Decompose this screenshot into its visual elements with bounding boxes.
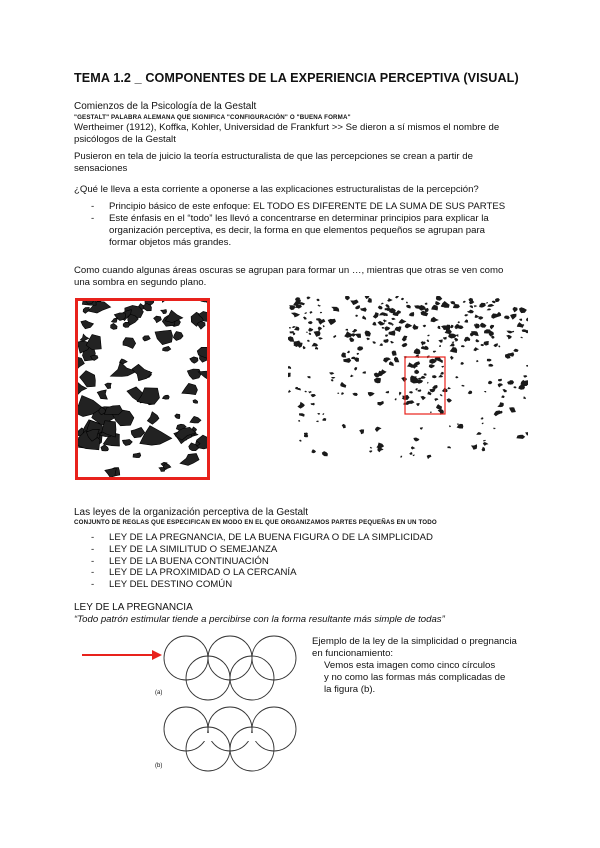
law-text: LEY DE LA BUENA CONTINUACIÓN — [109, 556, 269, 567]
bullet-dash: - — [91, 201, 95, 212]
bullet-item — [91, 237, 531, 249]
caps-subtitle-gestalt: "GESTALT" PALABRA ALEMANA QUE SIGNIFICA "CONFIGURACIÓN" O "BUENA FORMA" — [74, 114, 351, 121]
law-item — [91, 579, 511, 591]
law-dash: - — [91, 544, 95, 555]
bullet-dash: - — [91, 213, 95, 224]
caps-subtitle-leyes: CONJUNTO DE REGLAS QUE ESPECIFICAN EN MODO EN EL QUE ORGANIZAMOS PARTES PEQUEÑAS EN UN TODO — [74, 519, 437, 526]
paragraph-line: sensaciones — [74, 163, 128, 174]
law-dash: - — [91, 579, 95, 590]
bullet-item — [91, 225, 531, 237]
blob-shape — [304, 435, 308, 438]
law-text: LEY DE LA PROXIMIDAD O LA CERCANÍA — [109, 567, 297, 578]
bullet-text: Principio básico de este enfoque: EL TODO ES DIFERENTE DE LA SUMA DE SUS PARTES — [109, 201, 506, 212]
law-text: LEY DE LA SIMILITUD O SEMEJANZA — [109, 544, 278, 555]
example-line: una sombra en segundo plano. — [74, 277, 207, 288]
paragraph-line: Pusieron en tela de juicio la teoría estructuralista de que las percepciones se crean a partir de — [74, 151, 473, 162]
paragraph-line: psicólogos de la Gestalt — [74, 134, 176, 145]
section-heading-gestalt: Comienzos de la Psicología de la Gestalt — [74, 101, 257, 112]
page-title: TEMA 1.2 _ COMPONENTES DE LA EXPERIENCIA PERCEPTIVA (VISUAL) — [74, 71, 519, 85]
olympic-rings-figure-b — [150, 703, 310, 775]
law-item — [91, 544, 511, 556]
bullet-text: organización perceptiva, es decir, la forma en que elementos pequeños se agrupan para — [109, 225, 485, 236]
law-dash: - — [91, 532, 95, 543]
law-item — [91, 567, 511, 579]
section-heading-leyes: Las leyes de la organización perceptiva de la Gestalt — [74, 507, 309, 518]
bullet-item — [91, 201, 531, 213]
figure-label-b: (b) — [155, 763, 163, 769]
section-heading-pregnancia: LEY DE LA PREGNANCIA — [74, 602, 193, 613]
law-text: LEY DE LA PREGNANCIA, DE LA BUENA FIGURA O DE LA SIMPLICIDAD — [109, 532, 433, 543]
example-line: Como cuando algunas áreas oscuras se agrupan para formar un …, mientras que otras se ven como — [74, 265, 504, 276]
bullet-text: Este énfasis en el “todo” les llevó a concentrarse en determinar principios para explicar la — [109, 213, 489, 224]
law-item — [91, 532, 511, 544]
olympic-rings-figure-a — [150, 632, 310, 704]
example-caption-line: y no como las formas más complicadas de — [324, 672, 506, 683]
dalmatian-scene-svg — [288, 296, 528, 460]
figure-ground-image — [75, 298, 210, 480]
pregnancia-quote: “Todo patrón estimular tiende a percibirse con la forma resultante más simple de todas” — [74, 614, 445, 625]
bullet-item — [91, 213, 531, 225]
paragraph-line: Wertheimer (1912), Koffka, Kohler, Universidad de Frankfurt >> Se dieron a sí mismos el nombre de — [74, 122, 500, 133]
example-caption-line: Vemos esta imagen como cinco círculos — [324, 660, 496, 671]
example-caption-line: la figura (b). — [324, 684, 376, 695]
law-dash: - — [91, 567, 95, 578]
dalmatian-scene-image — [288, 296, 528, 460]
figure-ground-svg — [75, 298, 210, 480]
question-line: ¿Qué le lleva a esta corriente a oponerse a las explicaciones estructuralistas de la percepción? — [74, 184, 479, 195]
figure-label-a: (a) — [155, 690, 163, 696]
bullet-text: formar objetos más grandes. — [109, 237, 232, 248]
example-caption-line: en funcionamiento: — [312, 648, 394, 659]
example-caption-line: Ejemplo de la ley de la simplicidad o pregnancia — [312, 636, 517, 647]
law-text: LEY DEL DESTINO COMÚN — [109, 579, 233, 590]
law-dash: - — [91, 556, 95, 567]
